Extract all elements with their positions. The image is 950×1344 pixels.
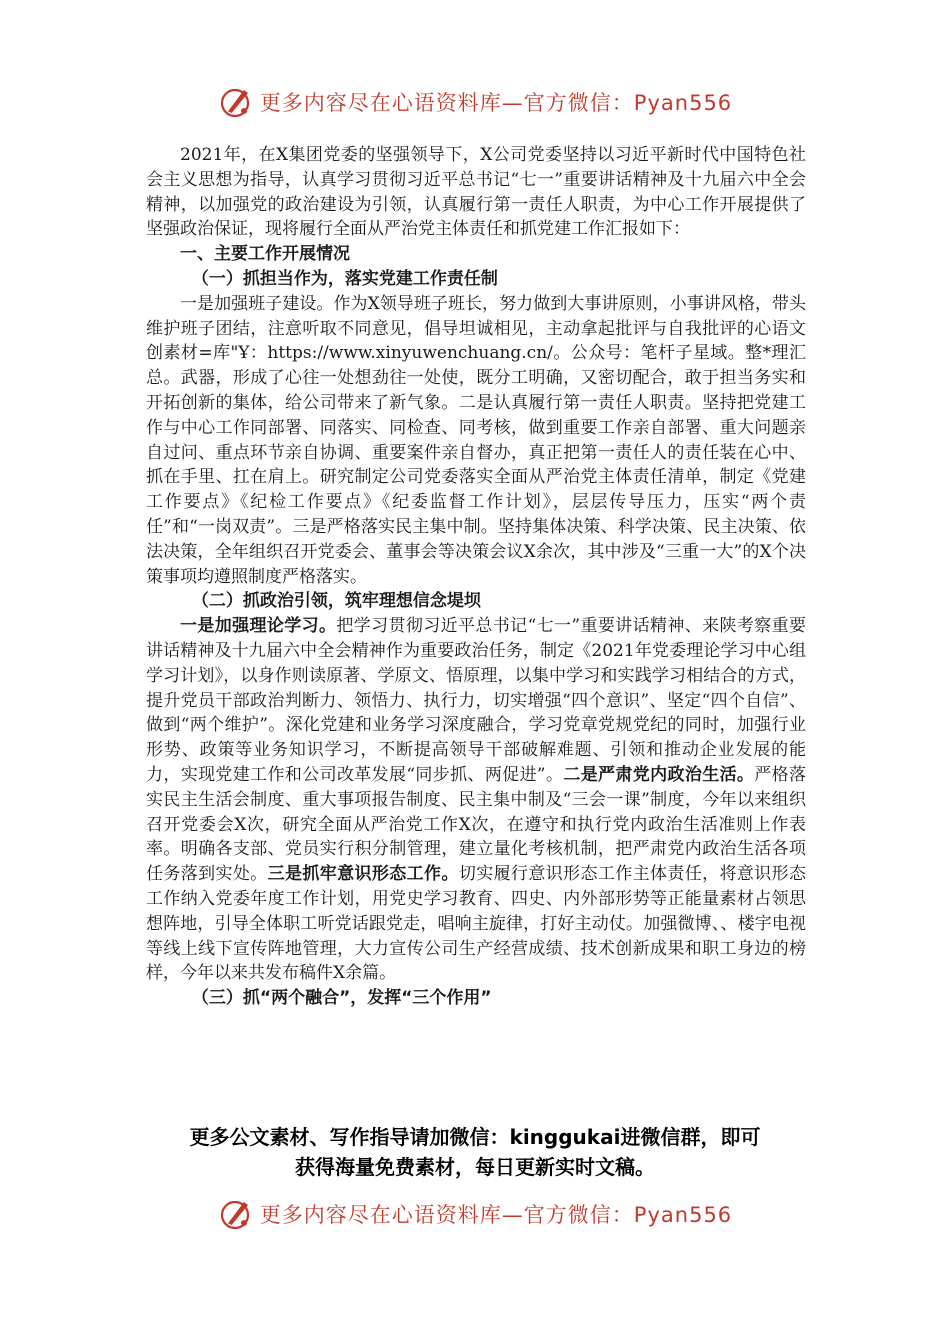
point-text-3: 切实履行意识形态工作主体责任，将意识形态工作纳入党委年度工作计划，用党史学习教育、四史、内外部形势等正能量素材占领思想阵地，引导全体职工听党话跟党走，唱响主旋律，打好主动仗。加强微博、、楼宇电视等线上线下宣传阵地管理，大力宣传公司生产经营成绩、技术创新成果和职工身边的榜样，今年以来共发布稿件X余篇。 — [146, 864, 807, 984]
subsection-heading-1: （一）抓担当作为，落实党建工作责任制 — [191, 268, 498, 289]
subsection-heading-2: （二）抓政治引领，筑牢理想信念堤坝 — [191, 591, 481, 612]
header-banner — [0, 82, 950, 122]
point-lead-3: 三是抓牢意识形态工作。 — [267, 864, 459, 885]
promo-text — [130, 1122, 820, 1182]
subsection-1-paragraph: 一是加强班子建设。作为X领导班子班长，努力做到大事讲原则，小事讲风格，带头维护班子团结，注意听取不同意见，倡导坦诚相见，主动拿起批评与自我批评的心语文创素材=库"Ұ：https://www.xinyuwenchuang.cn/。公众号：笔杆子星域。整*理汇总。武器，形成了心往一处想劲往一处使，既分工明确，又密切配合，敢于担当务实和开拓创新的集体，给公司带来了新气象。二是认真履行第一责任人职责。坚持把党建工作与中心工作同部署、同落实、同检查、同考核，做到重要工作亲自部署、重大问题亲自过问、重点环节亲自协调、重要案件亲自督办，真正把第一责任人的责任装在心中、抓在手里、扛在肩上。研究制定公司党委落实全面从严治党主体责任清单，制定《党建工作要点》《纪检工作要点》《纪委监督工作计划》，层层传导压力，压实“两个责任”和“一岗双责”。三是严格落实民主集中制。坚持集体决策、科学决策、民主决策、依法决策，全年组织召开党委会、董事会等决策会议X余次，其中涉及“三重一大”的X个决策事项均遵照制度严格落实。 — [146, 293, 806, 587]
promo-line-1: 更多公文素材、写作指导请加微信：kinggukai进微信群，即可 — [189, 1125, 761, 1149]
subsection-heading-3: （三）抓“两个融合”，发挥“三个作用” — [191, 988, 492, 1009]
point-lead-1: 一是加强理论学习。 — [180, 616, 337, 637]
banner-text: 更多内容尽在心语资料库—官方微信：Pyan556 — [259, 1203, 733, 1227]
point-text-1: 把学习贯彻习近平总书记“七一”重要讲话精神、来陕考察重要讲话精神及十九届六中全会精神作为重要政治任务，制定《2021年党委理论学习中心组学习计划》，以身作则读原著、学原文、悟原理，以集中学习和实践学习相结合的方式，提升党员干部政治判断力、领悟力、执行力，切实增强“四个意识”、坚定“四个自信”、做到“两个维护”。深化党建和业务学习深度融合，学习党章党规党纪的同时，加强行业形势、政策等业务知识学习，不断提高领导干部破解难题、引领和推动企业发展的能力，实现党建工作和公司改革发展“同步抓、两促进”。 — [146, 616, 806, 785]
quill-pen-seal-icon — [218, 1196, 254, 1232]
footer-banner — [0, 1194, 950, 1234]
document-body — [146, 143, 806, 1011]
point-lead-2: 二是严肃党内政治生活。 — [563, 764, 755, 785]
quill-pen-seal-icon — [218, 84, 254, 120]
point-text-2: 严格落实民主生活会制度、重大事项报告制度、民主集中制及“三会一课”制度，今年以来组织召开党委会X次，研究全面从严治党工作X次，在遵守和执行党内政治生活准则上作表率。明确各支部、党员实行积分制管理，建立量化考核机制，把严肃党内政治生活各项任务落到实处。 — [146, 764, 807, 885]
promo-line-2: 获得海量免费素材，每日更新实时文稿。 — [295, 1155, 655, 1179]
banner-text: 更多内容尽在心语资料库—官方微信：Pyan556 — [259, 91, 733, 115]
subsection-2-paragraph — [146, 614, 806, 986]
section-heading: 一、主要工作开展情况 — [180, 244, 350, 265]
intro-paragraph: 2021年，在X集团党委的坚强领导下，X公司党委坚持以习近平新时代中国特色社会主义思想为指导，认真学习贯彻习近平总书记“七一”重要讲话精神及十九届六中全会精神，以加强党的政治建设为引领，认真履行第一责任人职责，为中心工作开展提供了坚强政治保证，现将履行全面从严治党主体责任和抓党建工作汇报如下： — [146, 145, 806, 240]
